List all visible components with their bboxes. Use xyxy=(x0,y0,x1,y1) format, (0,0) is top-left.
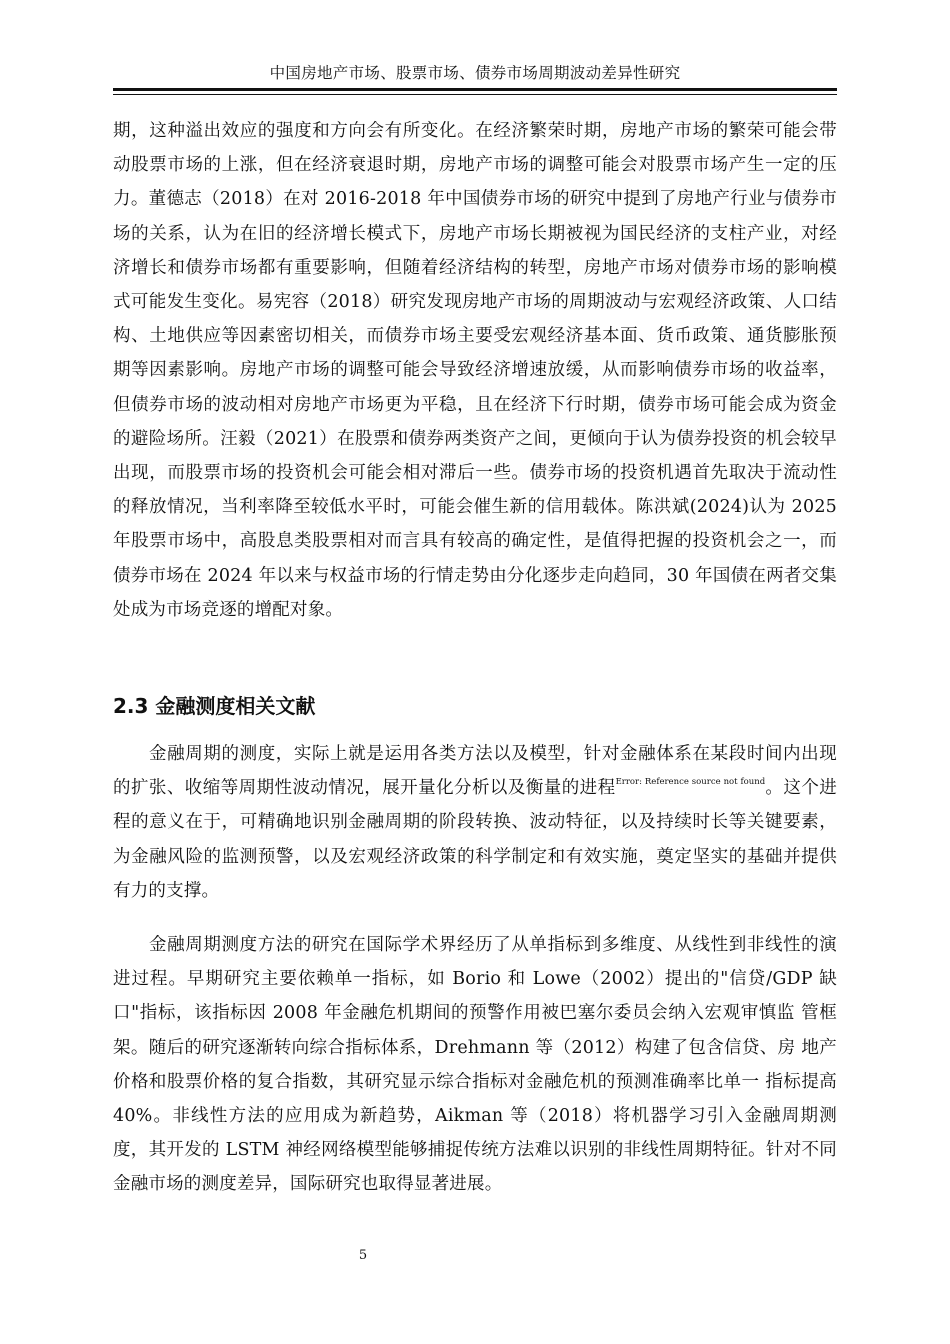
page-number: 5 xyxy=(358,1248,368,1263)
paragraph-text: 。这个进程的意义在于，可精确地识别金融周期的阶段转换、波动特征，以及持续时长等关键要素，为金融风险的监测预警，以及宏观经济政策的科学制定和有效实施，奠定坚实的基础并提供有力的支撑。 xyxy=(113,778,837,901)
paragraph-text: 金融周期的测度，实际上就是运用各类方法以及模型，针对金融体系在某段时间内出现的扩张、收缩等周期性波动情况，展开量化分析以及衡量的进程 xyxy=(113,744,837,799)
paragraph-measurement-methods: 金融周期测度方法的研究在国际学术界经历了从单指标到多维度、从线性到非线性的演进过程。早期研究主要依赖单一指标，如 Borio 和 Lowe（2002）提出的"信贷/GDP 缺口"指标，该指标因 2008 年金融危机期间的预警作用被巴塞尔委员会纳入宏观审慎监 管框架。随后的研究逐渐转向综合指标体系，Drehmann 等（2012）构建了包含信贷、房 地产价格和股票价格的复合指数，其研究显示综合指标对金融危机的预测准确率比单一 指标提高 40%。非线性方法的应用成为新趋势，Aikman 等（2018）将机器学习引入金融周期测度，其开发的 LSTM 神经网络模型能够捕捉传统方法难以识别的非线性周期特征。针对不同金融市场的测度差异，国际研究也取得显著进展。 xyxy=(113,935,837,1195)
running-header: 中国房地产市场、股票市场、债券市场周期波动差异性研究 xyxy=(269,64,681,82)
reference-error-note: Error: Reference source not found xyxy=(615,777,766,788)
header-rule-thin xyxy=(113,94,837,95)
paragraph-literature-continuation: 期，这种溢出效应的强度和方向会有所变化。在经济繁荣时期，房地产市场的繁荣可能会带动股票市场的上涨，但在经济衰退时期，房地产市场的调整可能会对股票市场产生一定的压力。董德志（2018）在对 2016-2018 年中国债券市场的研究中提到了房地产行业与债券市场的关系，认为在旧的经济增长模式下，房地产市场长期被视为国民经济的支柱产业，对经济增长和债券市场都有重要影响，但随着经济结构的转型，房地产市场对债券市场的影响模式可能发生变化。易宪容（2018）研究发现房地产市场的周期波动与宏观经济政策、人口结构、土地供应等因素密切相关，而债券市场主要受宏观经济基本面、货币政策、通货膨胀预期等因素影响。房地产市场的调整可能会导致经济增速放缓，从而影响债券市场的收益率，但债券市场的波动相对房地产市场更为平稳，且在经济下行时期，债券市场可能会成为资金的避险场所。汪毅（2021）在股票和债券两类资产之间，更倾向于认为债券投资的机会较早出现，而股票市场的投资机会可能会相对滞后一些。债券市场的投资机遇首先取决于流动性的释放情况，当利率降至较低水平时，可能会催生新的信用载体。陈洪斌(2024)认为 2025 年股票市场中，高股息类股票相对而言具有较高的确定性，是值得把握的投资机会之一，而债券市场在 2024 年以来与权益市场的行情走势由分化逐步走向趋同，30 年国债在两者交集处成为市场竞逐的增配对象。 xyxy=(113,121,837,620)
paragraph-financial-measurement-definition xyxy=(113,737,837,908)
header-rule-thick xyxy=(113,88,837,91)
section-heading-2-3: 2.3 金融测度相关文献 xyxy=(113,694,316,718)
